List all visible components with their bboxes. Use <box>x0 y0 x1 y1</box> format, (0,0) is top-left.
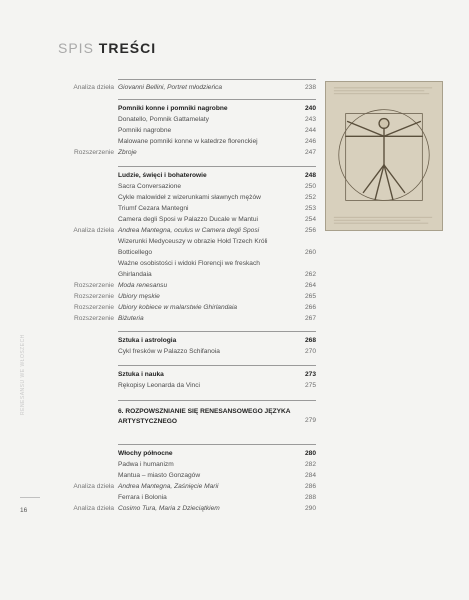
toc-entry-page: 243 <box>304 116 316 123</box>
toc-entry-title: Ghirlandaia <box>118 271 152 278</box>
toc-entry <box>40 346 316 357</box>
toc-entry <box>40 236 316 247</box>
toc-entry-title: Padwa i humanizm <box>118 461 174 468</box>
section-divider <box>118 400 316 401</box>
toc-entry-title: Mantua – miasto Gonzagów <box>118 472 201 479</box>
toc-entry <box>40 470 316 481</box>
toc-entry-title: Pomniki nagrobne <box>118 127 172 134</box>
chapter-heading-line-2: ARTYSTYCZNEGO <box>118 418 177 425</box>
toc-entry <box>40 313 316 324</box>
toc-entry-page: 280 <box>304 450 316 457</box>
toc-entry <box>40 459 316 470</box>
toc-entry <box>40 192 316 203</box>
toc-entry <box>40 258 316 269</box>
section-divider <box>118 365 316 366</box>
toc-entry-page: 275 <box>304 382 316 389</box>
toc-entry <box>40 335 316 346</box>
toc-entry <box>40 103 316 114</box>
toc-entry-page: 244 <box>304 127 316 134</box>
toc-entry-category: Rozszerzenie <box>74 282 114 289</box>
toc-entry-title: Cykle malowideł z wizerunkami sławnych mężów <box>118 194 261 201</box>
toc-entry <box>40 125 316 136</box>
toc-entry-title: Pomniki konne i pomniki nagrobne <box>118 105 228 112</box>
toc-entry-title: Ubiory kobiece w malarstwie Ghirlandaia <box>118 304 238 311</box>
toc-entry-title: Donatello, Pomnik Gattamelaty <box>118 116 209 123</box>
toc-entry <box>40 214 316 225</box>
section-divider <box>118 444 316 445</box>
toc-entry-title: Ważne osobistości i widoki Florencji we freskach <box>118 260 260 267</box>
toc-entry-page: 273 <box>304 371 316 378</box>
toc-entry <box>40 291 316 302</box>
toc-entry-title: Giovanni Bellini, Portret młodzieńca <box>118 84 223 91</box>
toc-entry-page: 250 <box>304 183 316 190</box>
toc-entry <box>40 269 316 280</box>
toc-entry-page: 252 <box>304 194 316 201</box>
toc-entry <box>40 369 316 380</box>
toc-entry-title: Cosimo Tura, Maria z Dzieciątkiem <box>118 505 220 512</box>
toc-entry-category: Rozszerzenie <box>74 149 114 156</box>
toc-entry <box>40 481 316 492</box>
toc-entry-category: Rozszerzenie <box>74 293 114 300</box>
toc-entry <box>40 147 316 158</box>
toc-entry <box>40 114 316 125</box>
toc-entry <box>40 448 316 459</box>
toc-entry <box>40 170 316 181</box>
toc-entry <box>40 181 316 192</box>
toc-entry-title: Sacra Conversazione <box>118 183 182 190</box>
toc-entry <box>40 302 316 313</box>
toc-entry-title: Biżuteria <box>118 315 144 322</box>
toc-entry-page: 238 <box>304 84 316 91</box>
toc-entry-title: Camera degli Sposi w Palazzo Ducale w Mantui <box>118 216 258 223</box>
chapter-heading-line-1: 6. ROZPOWSZNIANIE SIĘ RENESANSOWEGO JĘZYKA <box>118 408 291 415</box>
toc-entry-title: Sztuka i astrologia <box>118 337 177 344</box>
toc-entry-page: 240 <box>304 105 316 112</box>
toc-entry-title: Zbroje <box>118 149 137 156</box>
toc-entry-title: Ludzie, święci i bohaterowie <box>118 172 207 179</box>
toc-entry-page: 262 <box>304 271 316 278</box>
toc-entry-title: Włochy północne <box>118 450 173 457</box>
toc-entry-title: Rękopisy Leonarda da Vinci <box>118 382 200 389</box>
toc-entry-category: Analiza dzieła <box>73 483 114 490</box>
toc-entry-page: 246 <box>304 138 316 145</box>
toc-entry <box>40 247 316 258</box>
toc-entry-category: Rozszerzenie <box>74 315 114 322</box>
toc-entry-title: Moda renesansu <box>118 282 168 289</box>
section-divider <box>118 99 316 100</box>
toc-entry-page: 268 <box>304 337 316 344</box>
margin-divider <box>20 497 40 498</box>
toc-entry-category: Analiza dzieła <box>73 505 114 512</box>
toc-entry <box>40 492 316 503</box>
toc-entry <box>40 82 316 93</box>
toc-entry <box>40 225 316 236</box>
chapter-page-number: 279 <box>304 417 316 424</box>
toc-entry-page: 256 <box>304 227 316 234</box>
toc-entry-category: Analiza dzieła <box>73 84 114 91</box>
toc-entry-page: 253 <box>304 205 316 212</box>
toc-entry-title: Sztuka i nauka <box>118 371 164 378</box>
title-part-tresci: TREŚCI <box>98 40 157 56</box>
section-divider <box>118 166 316 167</box>
toc-entry-category: Rozszerzenie <box>74 304 114 311</box>
chapter-heading <box>118 407 316 427</box>
toc-entry-page: 284 <box>304 472 316 479</box>
toc-entry-page: 265 <box>304 293 316 300</box>
toc-entry <box>40 136 316 147</box>
toc-entry-page: 270 <box>304 348 316 355</box>
toc-entry-page: 254 <box>304 216 316 223</box>
toc-entry-title: Andrea Mantegna, oculus w Camera degli Sposi <box>118 227 260 234</box>
folio-page-number: 16 <box>20 507 28 514</box>
toc-entry-title: Ferrara i Bolonia <box>118 494 167 501</box>
page-title <box>58 40 156 56</box>
toc-entry-title: Malowane pomniki konne w katedrze florenckiej <box>118 138 258 145</box>
toc-entry-page: 282 <box>304 461 316 468</box>
toc-entry-page: 248 <box>304 172 316 179</box>
toc-entry <box>40 280 316 291</box>
toc-entry-title: Cykl fresków w Palazzo Schifanoia <box>118 348 220 355</box>
toc-entry-page: 286 <box>304 483 316 490</box>
toc-entry-page: 290 <box>304 505 316 512</box>
toc-entry <box>40 503 316 514</box>
toc-entry-page: 247 <box>304 149 316 156</box>
section-divider <box>118 79 316 80</box>
vitruvian-man-drawing-icon <box>325 81 443 231</box>
toc-entry-title: Wizerunki Medyceuszy w obrazie Hołd Trzech Króli <box>118 238 268 245</box>
toc-entry-category: Analiza dzieła <box>73 227 114 234</box>
toc-entry <box>40 380 316 391</box>
toc-entry-page: 264 <box>304 282 316 289</box>
section-divider <box>118 331 316 332</box>
margin-running-head: RENESANSU WE WŁOSZECH <box>20 334 26 415</box>
toc-entry-page: 288 <box>304 494 316 501</box>
toc-entry-page: 260 <box>304 249 316 256</box>
toc-entry-title: Andrea Mantegna, Zaśnięcie Marii <box>118 483 219 490</box>
toc-entry <box>40 203 316 214</box>
toc-entry-title: Botticellego <box>118 249 153 256</box>
toc-entry-title: Triumf Cezara Mantegni <box>118 205 189 212</box>
toc-entry-page: 266 <box>304 304 316 311</box>
toc-entry-title: Ubiory męskie <box>118 293 160 300</box>
title-part-spis: SPIS <box>58 40 94 56</box>
toc-entry-page: 267 <box>304 315 316 322</box>
